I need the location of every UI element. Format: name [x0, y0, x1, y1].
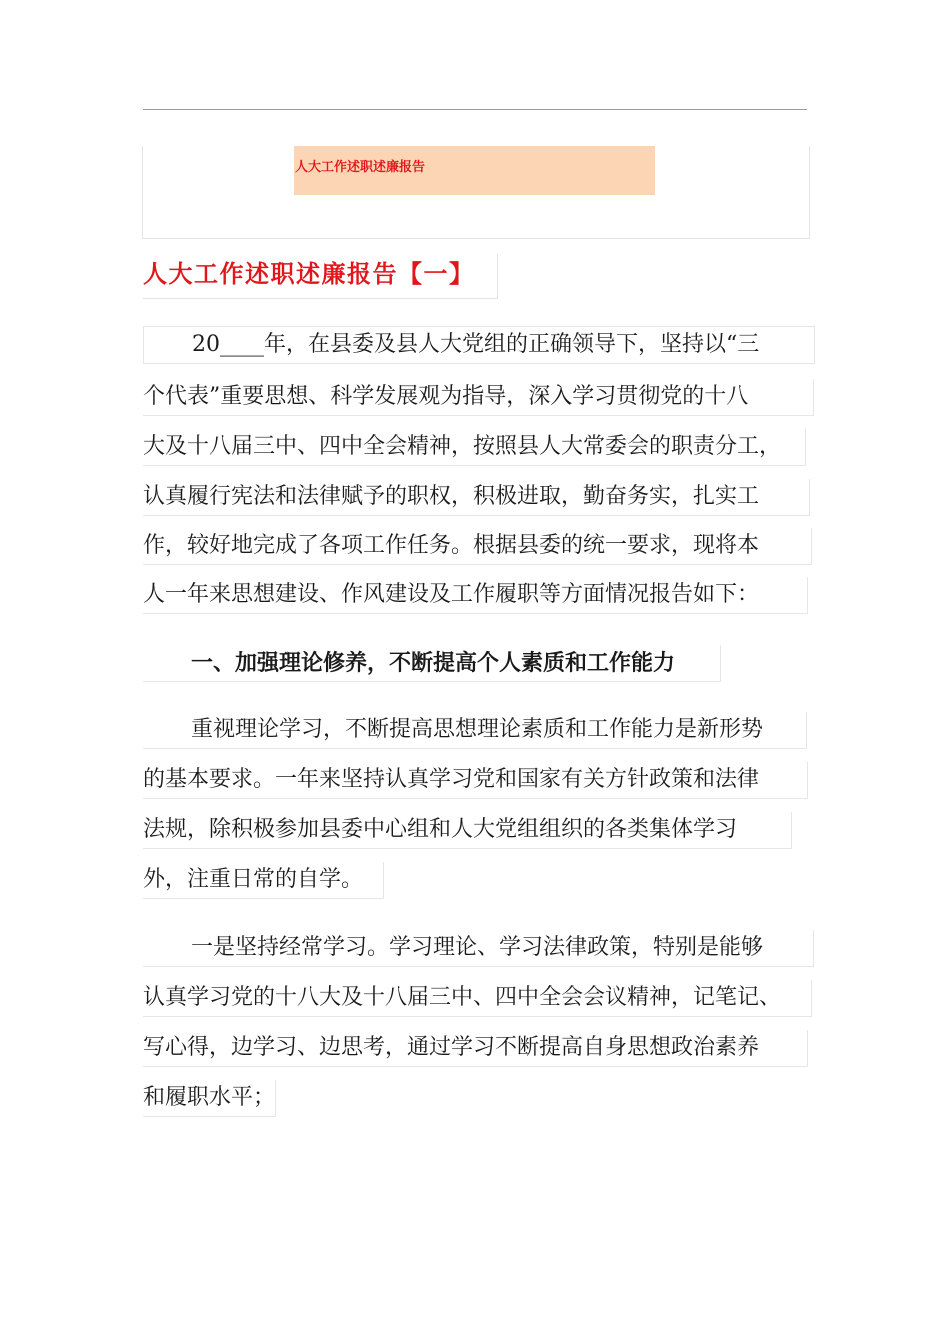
- paragraph-1-line-3: 大及十八届三中、四中全会精神，按照县人大常委会的职责分工，: [143, 429, 806, 466]
- paragraph-1-line-2: 个代表”重要思想、科学发展观为指导，深入学习贯彻党的十八: [143, 379, 814, 416]
- paragraph-3-line-2: 认真学习党的十八大及十八届三中、四中全会会议精神，记笔记、: [143, 980, 812, 1017]
- paragraph-2-line-3: 法规，除积极参加县委中心组和人大党组组织的各类集体学习: [143, 812, 792, 849]
- paragraph-1-line-5: 作，较好地完成了各项工作任务。根据县委的统一要求，现将本: [143, 528, 812, 565]
- top-rule: [143, 109, 807, 110]
- paragraph-1-line-4: 认真履行宪法和法律赋予的职权，积极进取，勤奋务实，扎实工: [143, 479, 810, 516]
- document-title: 人大工作述职述廉报告【一】: [143, 254, 498, 299]
- header-banner: [294, 146, 655, 195]
- paragraph-1-line-6: 人一年来思想建设、作风建设及工作履职等方面情况报告如下：: [143, 577, 808, 614]
- paragraph-3-line-4: 和履职水平；: [143, 1080, 276, 1117]
- paragraph-3-line-1: 一是坚持经常学习。学习理论、学习法律政策，特别是能够: [143, 930, 814, 967]
- paragraph-3-line-3: 写心得，边学习、边思考，通过学习不断提高自身思想政治素养: [143, 1030, 808, 1067]
- paragraph-2-line-2: 的基本要求。一年来坚持认真学习党和国家有关方针政策和法律: [143, 762, 808, 799]
- paragraph-1-line-1: 20____年，在县委及县人大党组的正确领导下，坚持以“三: [143, 326, 815, 364]
- paragraph-2-line-1: 重视理论学习，不断提高思想理论素质和工作能力是新形势: [143, 712, 807, 749]
- paragraph-2-line-4: 外，注重日常的自学。: [143, 862, 384, 899]
- header-banner-text: 人大工作述职述廉报告: [295, 160, 426, 175]
- section-1-heading: 一、加强理论修养，不断提高个人素质和工作能力: [143, 645, 721, 682]
